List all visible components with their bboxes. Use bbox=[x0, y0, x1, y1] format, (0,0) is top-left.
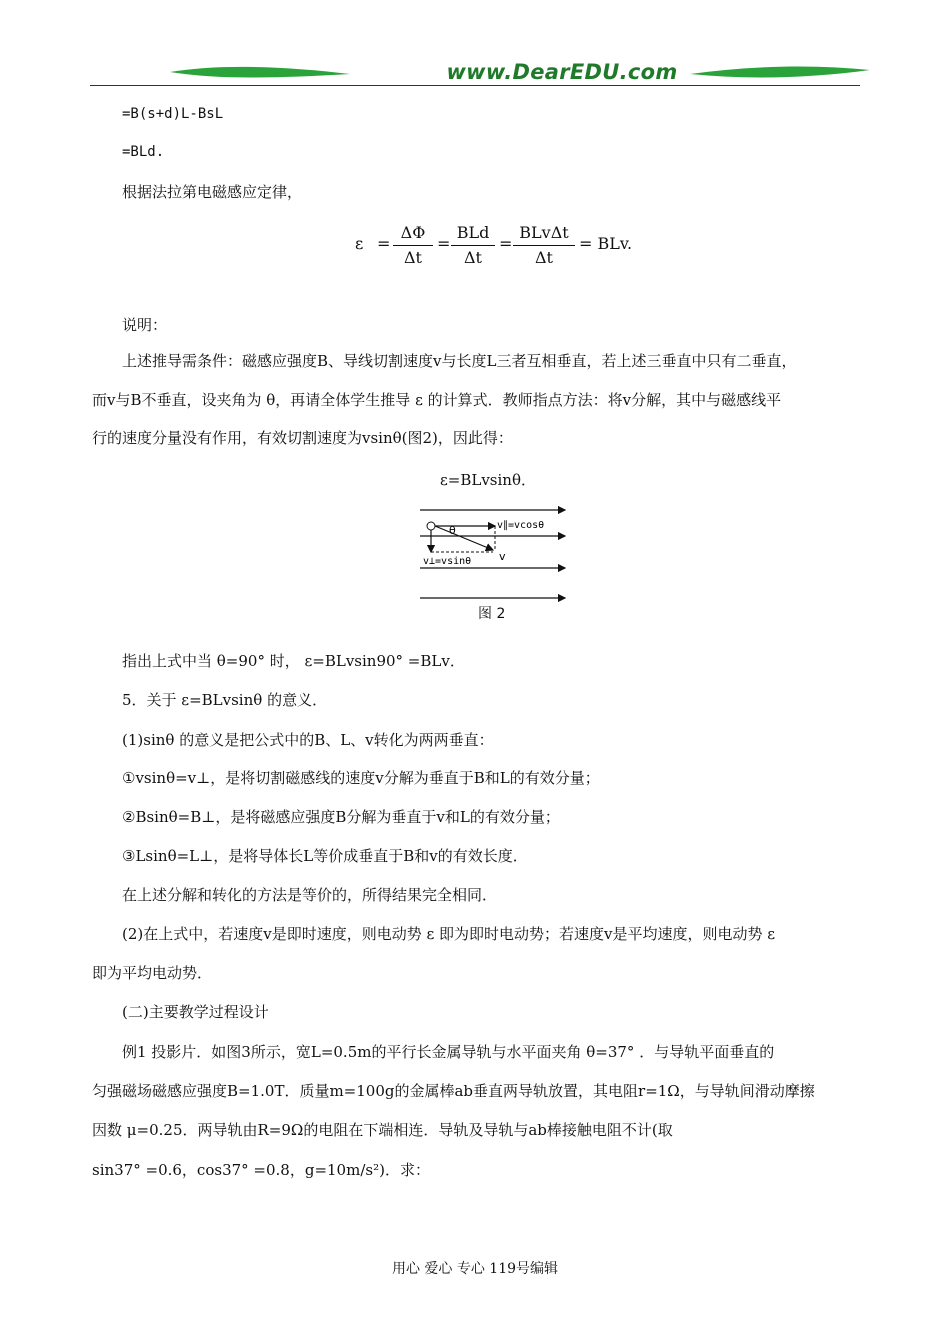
paragraph-note-1: 上述推导需条件：磁感应强度B、导线切割速度v与长度L三者互相垂直，若上述三垂直中只有二垂直， bbox=[122, 352, 797, 370]
equation-line-1: =B(s+d)L-BsL bbox=[122, 106, 224, 122]
formula-blvsin: ε=BLvsinθ． bbox=[440, 471, 536, 489]
site-logo-text: www.DearEDU.com bbox=[446, 60, 678, 84]
formula-equals-2: = bbox=[437, 234, 451, 253]
section-note-heading: 说明： bbox=[122, 316, 168, 334]
paragraph-instant-emf-2: 即为平均电动势． bbox=[92, 964, 213, 982]
example-1-line-1: 例1 投影片．如图3所示，宽L=0.5m的平行长金属导轨与水平面夹角 θ=37° ．与导轨平面垂直的 bbox=[122, 1043, 775, 1061]
paragraph-theta-90: 指出上式中当 θ=90° 时， ε=BLvsin90° =BLv． bbox=[122, 652, 465, 670]
paragraph-faraday: 根据法拉第电磁感应定律， bbox=[122, 183, 303, 201]
conductor-circle bbox=[427, 522, 435, 530]
example-1-line-4: sin37° =0.6，cos37° =0.8，g=10m/s²)．求： bbox=[92, 1161, 430, 1179]
example-1-line-2: 匀强磁场磁感应强度B=1.0T．质量m=100g的金属棒ab垂直两导轨放置，其电阻r=1Ω，与导轨间滑动摩擦 bbox=[92, 1082, 815, 1100]
paragraph-point-3: ③Lsinθ=L⊥，是将导体长L等价成垂直于B和v的有效长度． bbox=[122, 847, 528, 865]
formula-epsilon: ε bbox=[355, 234, 364, 253]
example-1-line-3: 因数 μ=0.25．两导轨由R=9Ω的电阻在下端相连．导轨及导轨与ab棒接触电阻不计(取 bbox=[92, 1121, 673, 1139]
paragraph-equivalence: 在上述分解和转化的方法是等价的，所得结果完全相同． bbox=[122, 886, 498, 904]
velocity-vector bbox=[435, 526, 493, 550]
figure-2-caption: 图 2 bbox=[478, 606, 506, 622]
header-rule bbox=[90, 85, 860, 86]
left-swoosh-decoration bbox=[170, 58, 350, 88]
fraction-blvdt-numerator: BLvΔt bbox=[519, 223, 569, 242]
right-swoosh-decoration bbox=[690, 58, 870, 88]
paragraph-instant-emf-1: (2)在上式中，若速度v是即时速度，则电动势 ε 即为即时电动势；若速度v是平均速度，则电动势 ε bbox=[122, 925, 776, 943]
perpendicular-component-label: v⊥=vsinθ bbox=[423, 556, 472, 567]
equation-line-2: =BLd. bbox=[122, 144, 165, 160]
fraction-bld bbox=[451, 222, 495, 269]
heading-item-5: 5．关于 ε=BLvsinθ 的意义． bbox=[122, 691, 328, 709]
velocity-label: v bbox=[499, 550, 506, 563]
paragraph-note-2: 而v与B不垂直，设夹角为 θ，再请全体学生推导 ε 的计算式．教师指点方法：将v分解，其中与磁感线平 bbox=[92, 391, 782, 409]
parallel-component-label: v∥=vcosθ bbox=[497, 520, 545, 531]
formula-equals-1: = bbox=[377, 234, 391, 253]
fraction-bld-denominator: Δt bbox=[464, 248, 482, 267]
page-footer: 用心 爱心 专心 119号编辑 bbox=[391, 1261, 559, 1277]
fraction-flux bbox=[393, 222, 433, 269]
fraction-flux-numerator: ΔΦ bbox=[400, 223, 426, 242]
paragraph-note-3: 行的速度分量没有作用，有效切割速度为vsinθ(图2)，因此得： bbox=[92, 429, 513, 447]
fraction-blvdt bbox=[513, 222, 575, 269]
paragraph-point-1: ①vsinθ=v⊥，是将切割磁感线的速度v分解为垂直于B和L的有效分量； bbox=[122, 769, 600, 787]
paragraph-sin-meaning: (1)sinθ 的意义是把公式中的B、L、v转化为两两垂直： bbox=[122, 731, 494, 749]
formula-equals-3: = bbox=[499, 234, 513, 253]
site-header bbox=[90, 58, 860, 90]
paragraph-point-2: ②Bsinθ=B⊥，是将磁感应强度B分解为垂直于v和L的有效分量； bbox=[122, 808, 560, 826]
formula-result: = BLv. bbox=[579, 234, 633, 253]
fraction-flux-denominator: Δt bbox=[404, 248, 422, 267]
faraday-formula bbox=[355, 222, 635, 270]
theta-label: θ bbox=[449, 524, 456, 537]
heading-teaching-process: (二)主要教学过程设计 bbox=[122, 1003, 269, 1021]
fraction-bld-numerator: BLd bbox=[456, 223, 490, 242]
fraction-blvdt-denominator: Δt bbox=[535, 248, 553, 267]
